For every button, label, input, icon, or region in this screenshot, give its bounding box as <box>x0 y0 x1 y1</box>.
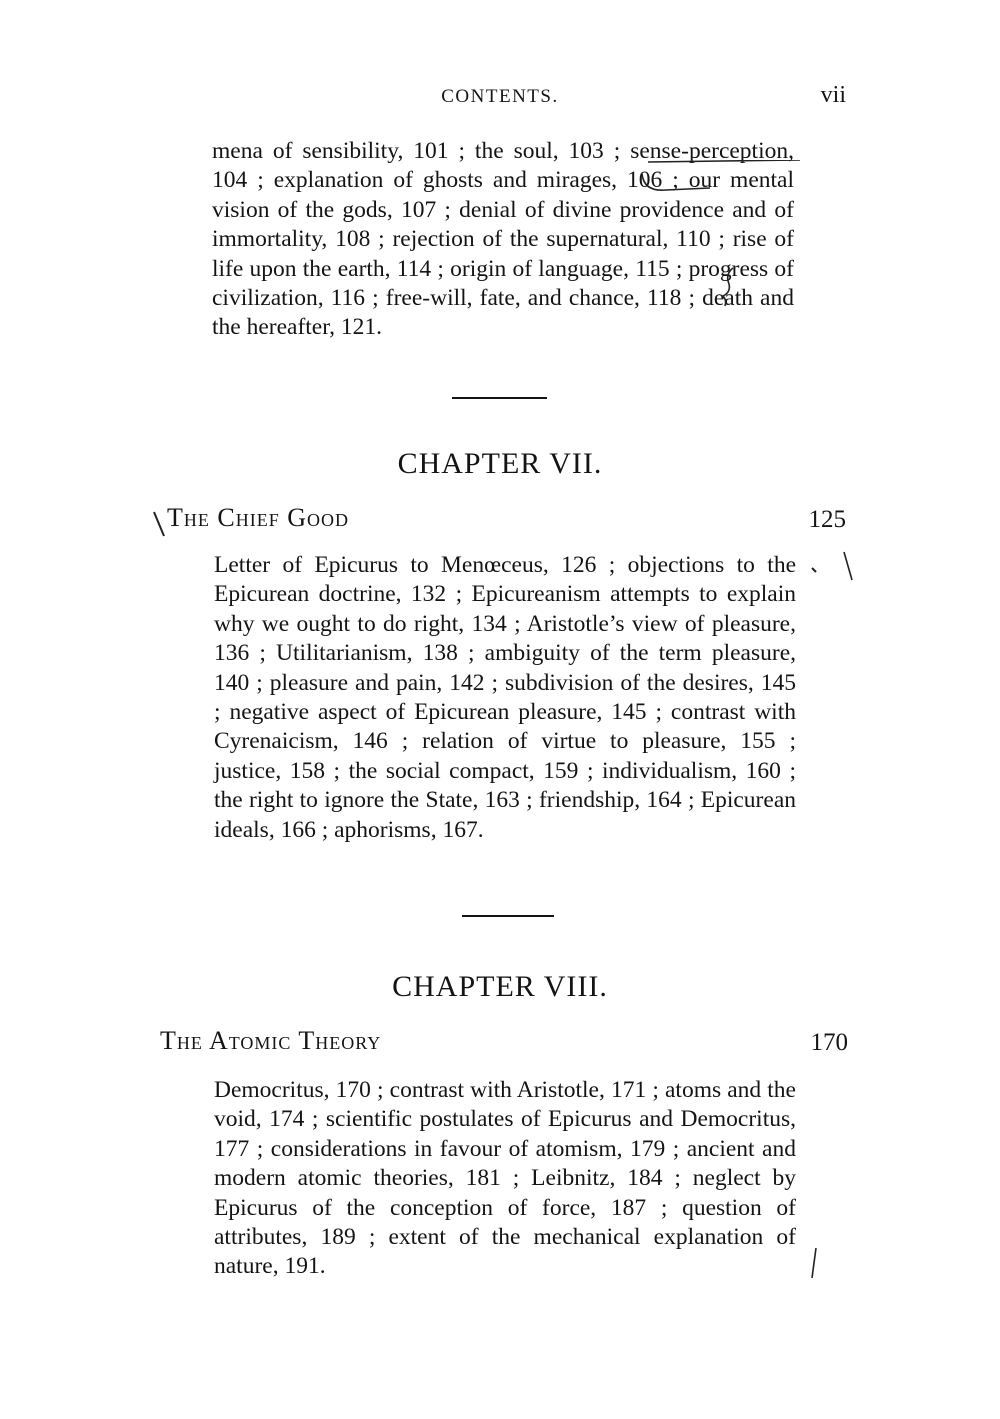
page-number: vii <box>820 82 846 108</box>
chapter-title: The Chief Good <box>167 503 349 532</box>
running-title: CONTENTS. <box>441 86 559 107</box>
previous-chapter-summary: mena of sensibility, 101 ; the soul, 103 ; sense-perception, 104 ; explanation of ghosts and mirages, 106 ; our mental vision of the gods, 107 ; denial of divine providence and of immortality, 108 ; rejection of the supernatural, 110 ; rise of life upon the earth, 114 ; origin of language, 115 ; progress of civilization, 116 ; free-will, fate, and chance, 118 ; death and the hereafter, 121. <box>212 138 794 341</box>
chapter-title: The Atomic Theory <box>160 1026 382 1055</box>
pencil-underline-mark <box>640 160 810 200</box>
chapter-summary: Democritus, 170 ; contrast with Aristotle, 171 ; atoms and the void, 174 ; scientific postulates of Epicurus and Democritus, 177 ; considerations in favour of atomism, 179 ; ancient and modern atomic theories, 181 ; Leibnitz, 184 ; neglect by Epicurus of the conception of force, 187 ; question of attributes, 189 ; extent of the mechanical explanation of nature, 191. <box>214 1077 796 1280</box>
pencil-margin-mark <box>150 506 172 542</box>
pencil-margin-mark <box>804 1244 824 1284</box>
chapter-heading: CHAPTER VIII. <box>392 970 608 1003</box>
section-divider <box>462 915 554 917</box>
chapter-page-number: 125 <box>808 506 846 533</box>
chapter-heading: CHAPTER VII. <box>397 447 603 480</box>
chapter-page-number: 170 <box>810 1029 848 1056</box>
pencil-bracket-mark <box>695 262 745 312</box>
running-head <box>0 82 1000 112</box>
section-divider <box>452 397 547 399</box>
pencil-margin-mark <box>808 548 858 588</box>
chapter-summary: Letter of Epicurus to Menœceus, 126 ; objections to the Epicurean doctrine, 132 ; Epicureanism attempts to explain why we ought to do right, 134 ; Aristotle’s view of pleasure, 136 ; Utilitarianism, 138 ; ambiguity of the term pleasure, 140 ; pleasure and pain, 142 ; subdivision of the desires, 145 ; negative aspect of Epicurean pleasure, 145 ; contrast with Cyrenaicism, 146 ; relation of virtue to pleasure, 155 ; justice, 158 ; the social compact, 159 ; individualism, 160 ; the right to ignore the State, 163 ; friendship, 164 ; Epicurean ideals, 166 ; aphorisms, 167. <box>214 552 796 843</box>
